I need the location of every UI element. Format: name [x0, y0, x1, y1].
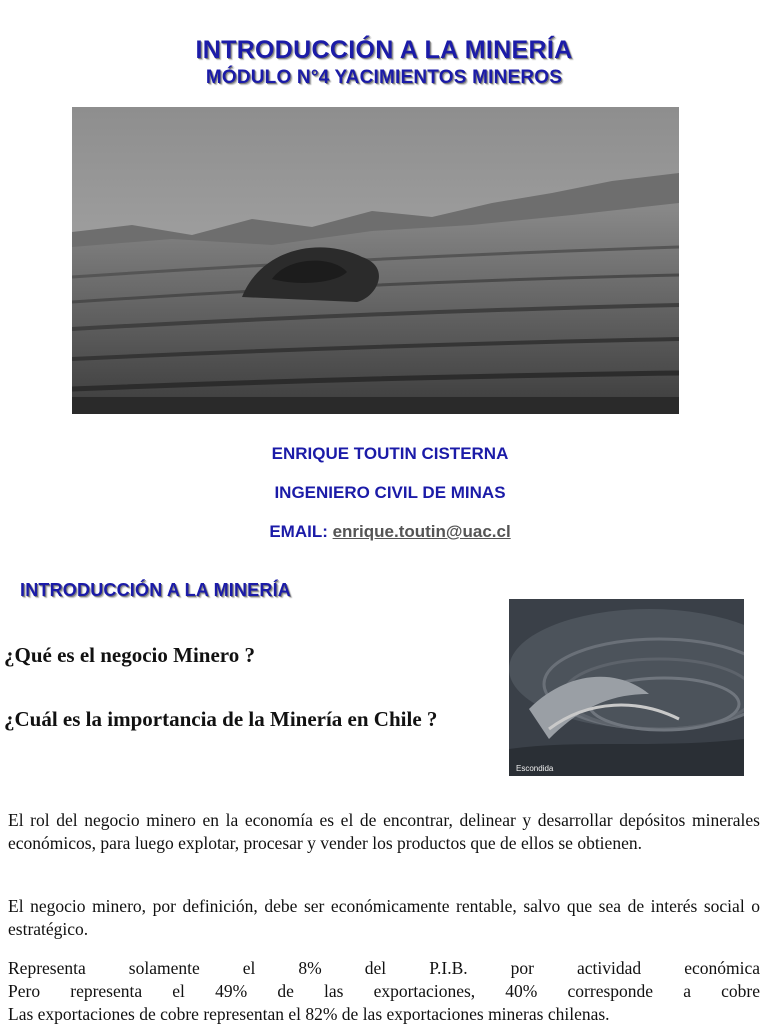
- photo-caption: Escondida: [516, 764, 554, 773]
- paragraph-role: El rol del negocio minero en la economía es el de encontrar, delinear y desarrollar depósitos minerales económicos, para luego explotar, procesar y vender los productos que de ellos se obtienen.: [8, 810, 760, 853]
- email-link[interactable]: enrique.toutin@uac.cl: [332, 522, 511, 541]
- paragraph-economy-line-2: Pero representa el 49% de las exportaciones, 40% corresponde a cobre: [8, 981, 760, 1001]
- section-heading: INTRODUCCIÓN A LA MINERÍA: [20, 580, 291, 600]
- author-name: ENRIQUE TOUTIN CISTERNA: [271, 444, 509, 463]
- paragraph-economy-line-1: Representa solamente el 8% del P.I.B. por actividad económica: [8, 958, 760, 978]
- paragraph-economy: [8, 957, 760, 1026]
- question-mining-importance: ¿Cuál es la importancia de la Minería en Chile ?: [4, 707, 438, 731]
- question-mining-business: ¿Qué es el negocio Minero ?: [4, 643, 255, 667]
- author-email-line: [0, 522, 768, 542]
- author-role: INGENIERO CIVIL DE MINAS: [274, 483, 506, 502]
- document-title: INTRODUCCIÓN A LA MINERÍA: [195, 36, 573, 64]
- mine-landscape-photo: [72, 107, 679, 414]
- document-subtitle: MÓDULO N°4 YACIMIENTOS MINEROS: [205, 67, 563, 88]
- email-label: EMAIL:: [269, 522, 328, 541]
- paragraph-economy-line-3: Las exportaciones de cobre representan el 82% de las exportaciones mineras chilenas.: [8, 1004, 610, 1024]
- open-pit-mine-photo: [509, 599, 744, 776]
- paragraph-profitability: El negocio minero, por definición, debe ser económicamente rentable, salvo que sea de interés social o estratégico.: [8, 896, 760, 939]
